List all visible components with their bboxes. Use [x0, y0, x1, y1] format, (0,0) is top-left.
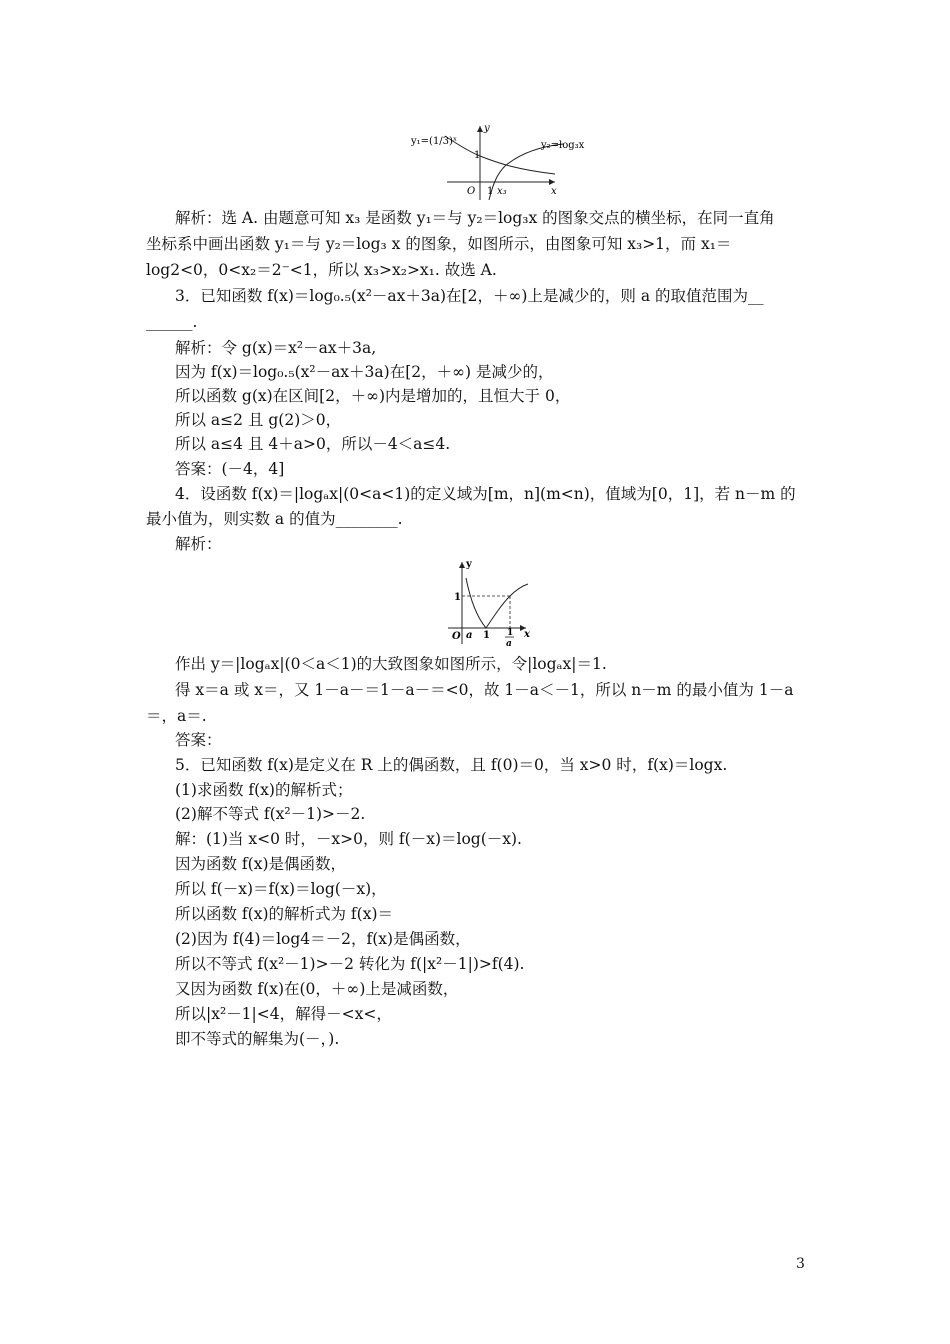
origin-label: O	[452, 631, 461, 642]
y-axis-label: y	[466, 559, 472, 570]
x3-label: x₃	[497, 186, 507, 197]
figure-abs-log-graph	[440, 558, 540, 648]
one-label: 1	[474, 150, 481, 161]
tick-one-label: 1	[487, 186, 494, 197]
page-number: 3	[796, 1256, 805, 1272]
inverse-a-denominator: a	[506, 639, 512, 648]
figure-1-svg	[405, 122, 595, 202]
tick-one-label: 1	[483, 630, 490, 641]
a-label: a	[466, 630, 473, 641]
figure-exponential-log-graph	[405, 122, 595, 202]
y1-label: y₁=(1/3)ˣ	[411, 136, 458, 147]
figure-2-svg	[440, 558, 540, 648]
y2-label: y₂=log₃x	[541, 140, 585, 151]
y-axis-label: y	[484, 123, 490, 134]
one-label: 1	[454, 592, 461, 603]
origin-label: O	[467, 186, 476, 197]
x-axis-label: x	[524, 629, 530, 640]
inverse-a-numerator: 1	[507, 628, 514, 638]
x-axis-label: x	[551, 186, 557, 197]
